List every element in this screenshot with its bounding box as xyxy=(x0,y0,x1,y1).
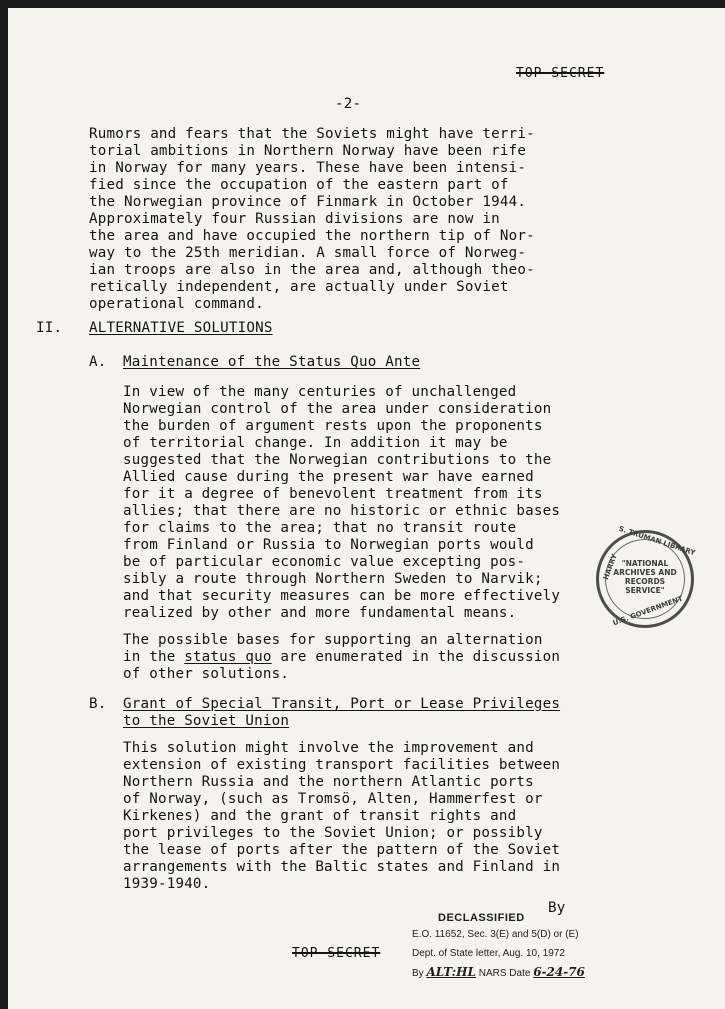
text-line: torial ambitions in Northern Norway have been rife xyxy=(89,143,527,159)
text-line: In view of the many centuries of unchallenged xyxy=(123,384,517,400)
nars-date: 6-24-76 xyxy=(533,965,585,979)
text-line: Kirkenes) and the grant of transit rights and xyxy=(123,808,517,824)
text-line: of territorial change. In addition it may be xyxy=(123,435,508,451)
text-line: be of particular economic value excepting pos- xyxy=(123,554,526,570)
text-line: of Norway, (such as Tromsö, Alten, Hammerfest or xyxy=(123,791,543,807)
subsection-b-title-line-1: Grant of Special Transit, Port or Lease Privileges xyxy=(123,696,561,712)
text-line: retically independent, are actually under Soviet xyxy=(89,279,509,295)
text-line: the area and have occupied the northern tip of Nor- xyxy=(89,228,535,244)
top-secret-footer: TOP SECRET xyxy=(292,946,381,961)
text-line: extension of existing transport facilities between xyxy=(123,757,561,773)
subsection-b-title-line-2: to the Soviet Union xyxy=(123,713,290,729)
section-title: ALTERNATIVE SOLUTIONS xyxy=(89,320,273,336)
text-line: for it a degree of benevolent treatment from its xyxy=(123,486,543,502)
page-number: -2- xyxy=(335,96,362,112)
text-line: the lease of ports after the pattern of the Soviet xyxy=(123,842,561,858)
archives-stamp xyxy=(596,524,697,628)
text-line: and that security measures can be more effectively xyxy=(123,588,561,604)
text-line: Northern Russia and the northern Atlantic ports xyxy=(123,774,534,790)
stamp-ring-left: HARRY xyxy=(602,553,619,581)
nars-label: NARS Date xyxy=(478,968,531,979)
text-line: of other solutions. xyxy=(123,666,290,682)
text-line: in the status quo are enumerated in the discussion xyxy=(123,649,561,665)
text-line: The possible bases for supporting an alternation xyxy=(123,632,543,648)
document-page xyxy=(8,8,725,1009)
stamp-line-4: SERVICE" xyxy=(625,586,665,595)
declassified-title: DECLASSIFIED xyxy=(438,912,525,924)
text-line: port privileges to the Soviet Union; or possibly xyxy=(123,825,543,841)
stamp-ring-top: S. TRUMAN LIBRARY xyxy=(617,524,697,558)
top-secret-header: TOP SECRET xyxy=(516,66,605,81)
text-line: realized by other and more fundamental means. xyxy=(123,605,517,621)
declassified-authority: E.O. 11652, Sec. 3(E) and 5(D) or (E) xyxy=(412,929,579,940)
section-numeral: II. xyxy=(36,320,63,336)
stamp-line-3: RECORDS xyxy=(624,577,666,586)
text-line: This solution might involve the improvement and xyxy=(123,740,534,756)
text-line: way to the 25th meridian. A small force of Norweg- xyxy=(89,245,527,261)
declassified-signature-line xyxy=(412,965,585,979)
text-line: ian troops are also in the area and, although theo- xyxy=(89,262,535,278)
text-line: Norwegian control of the area under consideration xyxy=(123,401,552,417)
text-line: operational command. xyxy=(89,296,264,312)
subsection-a-title: Maintenance of the Status Quo Ante xyxy=(123,354,421,370)
text-line: the burden of argument rests upon the proponents xyxy=(123,418,543,434)
continuation-word: By xyxy=(548,900,566,916)
stamp-line-1: "NATIONAL xyxy=(621,559,669,568)
by-initials: ALT:HL xyxy=(426,965,476,979)
text-line: fied since the occupation of the eastern part of xyxy=(89,177,509,193)
text-line: for claims to the area; that no transit route xyxy=(123,520,517,536)
text-line: in Norway for many years. These have been intensi- xyxy=(89,160,527,176)
stamp-line-2: ARCHIVES AND xyxy=(613,568,677,577)
subsection-b-letter: B. xyxy=(89,696,107,712)
declassified-letter: Dept. of State letter, Aug. 10, 1972 xyxy=(412,948,565,959)
text-line: Rumors and fears that the Soviets might have terri- xyxy=(89,126,535,142)
text-line: Approximately four Russian divisions are now in xyxy=(89,211,500,227)
subsection-a-letter: A. xyxy=(89,354,107,370)
text-line: the Norwegian province of Finmark in October 1944. xyxy=(89,194,527,210)
stamp-ring-bottom: U.S. GOVERNMENT xyxy=(611,594,684,628)
text-line: Allied cause during the present war have earned xyxy=(123,469,534,485)
by-label: By xyxy=(412,968,424,979)
text-line: suggested that the Norwegian contributions to the xyxy=(123,452,552,468)
status-quo-emphasis: status quo xyxy=(184,649,272,665)
text-line: 1939-1940. xyxy=(123,876,211,892)
text-line: from Finland or Russia to Norwegian ports would xyxy=(123,537,534,553)
text-line: arrangements with the Baltic states and Finland in xyxy=(123,859,561,875)
text-line: allies; that there are no historic or ethnic bases xyxy=(123,503,561,519)
text-line: sibly a route through Northern Sweden to Narvik; xyxy=(123,571,543,587)
